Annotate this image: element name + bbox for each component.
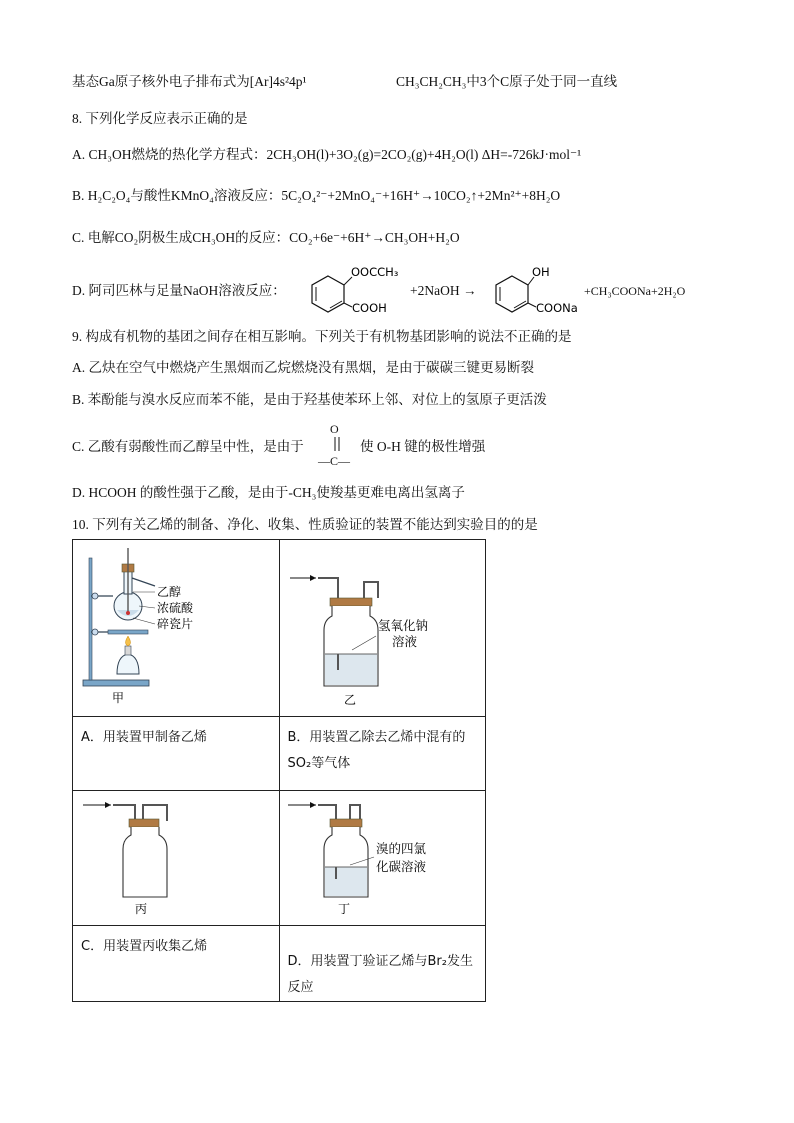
aspirin-structure bbox=[306, 262, 412, 318]
q8-naoh-term: +2NaOH → bbox=[410, 283, 477, 298]
q9-stem: 9. 构成有机物的基团之间存在相互影响。下列关于有机物基团影响的说法不正确的是 bbox=[72, 329, 572, 344]
q10-option-c: C．用装置丙收集乙烯 bbox=[81, 939, 208, 954]
q10-option-a: A．用装置甲制备乙烯 bbox=[81, 730, 207, 745]
yi-name: 乙 bbox=[343, 693, 356, 707]
q8-option-a: A. CH₃OH燃烧的热化学方程式：2CH₃OH(l)+3O₂(g)=2CO₂(g)+4H₂O(l) ΔH=-726kJ·mol⁻¹ bbox=[72, 147, 582, 162]
q8-option-b: B. H₂C₂O₄与酸性KMnO₄溶液反应：5C₂O₄²⁻+2MnO₄⁻+16H⁺→10CO₂↑+2Mn²⁺+8H₂O bbox=[72, 188, 561, 203]
ding-label-ccl4: 化碳溶液 bbox=[375, 859, 426, 874]
yi-label-solution: 溶液 bbox=[391, 634, 417, 649]
q8-option-c: C. 电解CO₂阴极生成CH₃OH的反应：CO₂+6e⁻+6H⁺→CH₃OH+H₂O bbox=[72, 230, 460, 245]
q9-option-c-post: 使 O-H 键的极性增强 bbox=[360, 439, 486, 454]
option-d-cell bbox=[279, 926, 486, 1002]
apparatus-bing bbox=[73, 791, 273, 925]
jia-name: 甲 bbox=[112, 691, 125, 705]
option-c-cell bbox=[73, 926, 280, 1002]
q8-products: +CH₃COONa+2H₂O bbox=[584, 284, 686, 298]
bing-name: 丙 bbox=[135, 902, 148, 916]
apparatus-jia-cell bbox=[73, 540, 280, 717]
apparatus-table bbox=[72, 539, 486, 1002]
q7-option-d: CH₃CH₂CH₃中3个C原子处于同一直线 bbox=[396, 74, 618, 89]
q9-option-d: D. HCOOH 的酸性强于乙酸，是由于-CH₃使羧基更难电离出氢离子 bbox=[72, 485, 465, 500]
apparatus-bing-cell bbox=[73, 791, 280, 926]
jia-label-porcelain: 碎瓷片 bbox=[157, 617, 194, 631]
salicylate-oh-label: OH bbox=[532, 265, 550, 279]
carbonyl-carbon: —C— bbox=[318, 454, 351, 468]
q7-option-c: 基态Ga原子核外电子排布式为[Ar]4s²4p¹ bbox=[72, 74, 307, 89]
q10-option-b: B．用装置乙除去乙烯中混有的SO₂等气体 bbox=[287, 730, 466, 771]
q9-option-c-pre: C. 乙酸有弱酸性而乙醇呈中性，是由于 bbox=[72, 439, 304, 454]
q8-stem: 8. 下列化学反应表示正确的是 bbox=[72, 111, 248, 126]
aspirin-oocch3-label: OOCCH₃ bbox=[351, 265, 399, 279]
jia-label-conc-sulfuric: 浓硫酸 bbox=[157, 601, 194, 615]
salicylate-coona-label: COONa bbox=[536, 301, 578, 315]
q9-option-b: B. 苯酚能与溴水反应而苯不能，是由于羟基使苯环上邻、对位上的氢原子更活泼 bbox=[72, 392, 547, 407]
yi-label-naoh: 氢氧化钠 bbox=[377, 618, 428, 633]
q8-option-d-prefix: D. 阿司匹林与足量NaOH溶液反应： bbox=[72, 283, 286, 298]
ding-name: 丁 bbox=[337, 902, 350, 916]
apparatus-ding-cell bbox=[279, 791, 486, 926]
ding-label-br2: 溴的四氯 bbox=[375, 841, 426, 856]
option-a-cell bbox=[73, 717, 280, 791]
apparatus-ding bbox=[280, 791, 480, 925]
jia-label-ethanol: 乙醇 bbox=[157, 585, 182, 599]
apparatus-jia bbox=[73, 540, 219, 714]
q10-stem: 10. 下列有关乙烯的制备、净化、收集、性质验证的装置不能达到实验目的的是 bbox=[72, 517, 538, 532]
carbonyl-oxygen: O bbox=[330, 422, 339, 436]
aspirin-cooh-label: COOH bbox=[352, 301, 387, 315]
q10-option-d: D．用装置丁验证乙烯与Br₂发生反应 bbox=[287, 954, 473, 995]
salicylate-structure bbox=[490, 262, 586, 318]
option-b-cell bbox=[279, 717, 486, 791]
q9-option-a: A. 乙炔在空气中燃烧产生黑烟而乙烷燃烧没有黑烟，是由于碳碳三键更易断裂 bbox=[72, 360, 534, 375]
carbonyl-double-bond bbox=[332, 436, 342, 452]
apparatus-yi-cell bbox=[279, 540, 486, 717]
apparatus-yi bbox=[280, 540, 480, 714]
